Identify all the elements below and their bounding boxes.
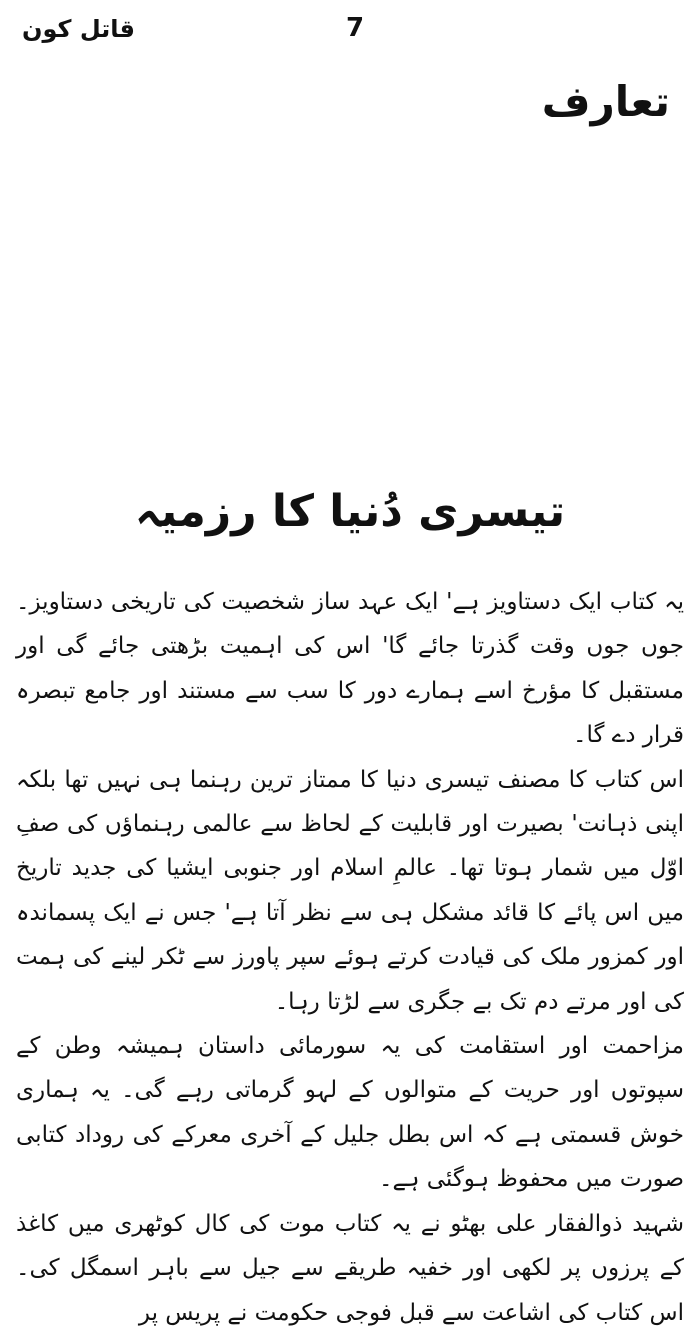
paragraph-1: یہ کتاب ایک دستاویز ہے' ایک عہد ساز شخصیت کی تاریخی دستاویز۔ جوں جوں وقت گذرتا جائے گا' اس کی اہمیت بڑھتی جائے گی اور مستقبل کا مؤرخ اسے ہمارے دور کا سب سے مستند اور جامع تبصرہ قرار دے گا۔ xyxy=(16,589,684,749)
chapter-title: تیسری دُنیا کا رزمیہ xyxy=(134,486,566,537)
page-number: 7 xyxy=(345,13,365,43)
body-text xyxy=(16,580,684,1335)
section-title: تعارف xyxy=(541,77,670,126)
paragraph-2: اس کتاب کا مصنف تیسری دنیا کا ممتاز ترین رہنما ہی نہیں تھا بلکہ اپنی ذہانت' بصیرت اور قابلیت کے لحاظ سے عالمی رہنماؤں کی صفِ اوّل میں شمار ہوتا تھا۔ عالمِ اسلام اور جنوبی ایشیا کی جدید تاریخ میں اس پائے کا قائد مشکل ہی سے نظر آتا ہے' جس نے ایک پسماندہ اور کمزور ملک کی قیادت کرتے ہوئے سپر پاورز سے ٹکر لینے کی ہمت کی اور مرتے دم تک بے جگری سے لڑتا رہا۔ xyxy=(16,766,684,1015)
paragraph-4: شہید ذوالفقار علی بھٹو نے یہ کتاب موت کی کال کوٹھری میں کاغذ کے پرزوں پر لکھی اور خفیہ طریقے سے جیل سے باہر اسمگل کی۔ اس کتاب کی اشاعت سے قبل فوجی حکومت نے پریس پر xyxy=(16,1210,684,1326)
running-header-title: قاتل کون xyxy=(22,15,136,43)
paragraph-3: مزاحمت اور استقامت کی یہ سورمائی داستان ہمیشہ وطن کے سپوتوں اور حریت کے متوالوں کے لہو گرماتی رہے گی۔ یہ ہماری خوش قسمتی ہے کہ اس بطل جلیل کے آخری معرکے کی روداد کتابی صورت میں محفوظ ہوگئی ہے۔ xyxy=(16,1033,684,1193)
